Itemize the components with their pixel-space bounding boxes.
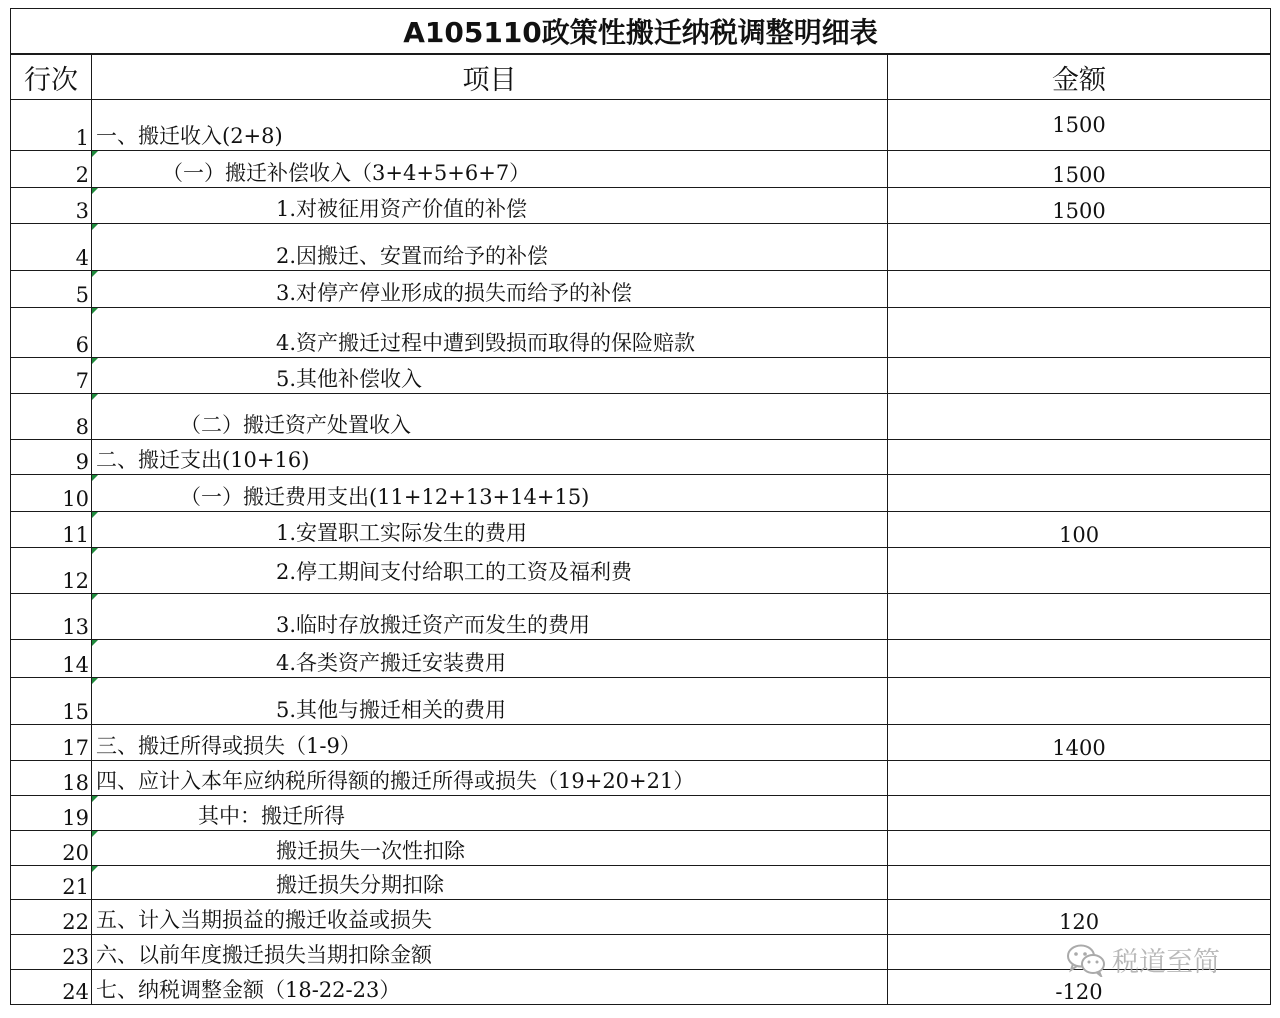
row-number[interactable]: 21 <box>11 866 92 900</box>
watermark <box>1066 940 1220 979</box>
row-item[interactable]: 2.停工期间支付给职工的工资及福利费 <box>92 548 888 594</box>
row-item[interactable]: 搬迁损失一次性扣除 <box>92 831 888 866</box>
row-number[interactable]: 18 <box>11 761 92 796</box>
table-row <box>11 271 1271 308</box>
row-number[interactable]: 13 <box>11 594 92 640</box>
row-number[interactable]: 14 <box>11 640 92 678</box>
table-row <box>11 308 1271 358</box>
row-amount[interactable] <box>888 308 1271 358</box>
table-row <box>11 475 1271 512</box>
row-item[interactable]: 搬迁损失分期扣除 <box>92 866 888 900</box>
table-row <box>11 440 1271 475</box>
row-item[interactable]: 4.资产搬迁过程中遭到毁损而取得的保险赔款 <box>92 308 888 358</box>
row-item[interactable]: 三、搬迁所得或损失（1-9） <box>92 725 888 761</box>
row-number[interactable]: 20 <box>11 831 92 866</box>
row-item[interactable]: 3.临时存放搬迁资产而发生的费用 <box>92 594 888 640</box>
watermark-text: 税道至简 <box>1112 947 1220 978</box>
table-row <box>11 761 1271 796</box>
table-row <box>11 725 1271 761</box>
row-number[interactable]: 23 <box>11 935 92 970</box>
table-row <box>11 796 1271 831</box>
row-amount[interactable] <box>888 358 1271 394</box>
table-row <box>11 151 1271 188</box>
row-item[interactable]: 其中：搬迁所得 <box>92 796 888 831</box>
row-item[interactable]: 3.对停产停业形成的损失而给予的补偿 <box>92 271 888 308</box>
row-amount[interactable]: 120 <box>888 900 1271 935</box>
table-row <box>11 548 1271 594</box>
table-row <box>11 678 1271 725</box>
row-number[interactable]: 9 <box>11 440 92 475</box>
row-amount[interactable] <box>888 271 1271 308</box>
row-number[interactable]: 4 <box>11 224 92 271</box>
row-number[interactable]: 11 <box>11 512 92 548</box>
row-number[interactable]: 19 <box>11 796 92 831</box>
row-amount[interactable] <box>888 224 1271 271</box>
row-amount[interactable]: 100 <box>888 512 1271 548</box>
table-row <box>11 900 1271 935</box>
header-amount[interactable]: 金额 <box>888 54 1271 100</box>
row-item[interactable]: （一）搬迁费用支出(11+12+13+14+15) <box>92 475 888 512</box>
tax-adjustment-table <box>10 8 1271 1005</box>
row-item[interactable]: 二、搬迁支出(10+16) <box>92 440 888 475</box>
row-item[interactable]: 一、搬迁收入(2+8) <box>92 100 888 151</box>
row-amount[interactable]: -120 <box>888 970 1271 1005</box>
row-number[interactable]: 7 <box>11 358 92 394</box>
header-row-no[interactable]: 行次 <box>11 54 92 100</box>
row-amount[interactable]: 1500 <box>888 151 1271 188</box>
header-row <box>11 54 1271 100</box>
row-item[interactable]: 1.对被征用资产价值的补偿 <box>92 188 888 224</box>
title-row <box>11 9 1271 55</box>
row-number[interactable]: 22 <box>11 900 92 935</box>
row-amount[interactable] <box>888 640 1271 678</box>
row-number[interactable]: 15 <box>11 678 92 725</box>
header-item[interactable]: 项目 <box>92 54 888 100</box>
row-item[interactable]: （一）搬迁补偿收入（3+4+5+6+7） <box>92 151 888 188</box>
spreadsheet <box>10 8 1270 1005</box>
row-amount[interactable] <box>888 761 1271 796</box>
table-row <box>11 394 1271 440</box>
row-amount[interactable] <box>888 440 1271 475</box>
row-amount[interactable] <box>888 678 1271 725</box>
table-row <box>11 866 1271 900</box>
row-amount[interactable]: 1500 <box>888 188 1271 224</box>
row-item[interactable]: 5.其他与搬迁相关的费用 <box>92 678 888 725</box>
row-item[interactable]: 5.其他补偿收入 <box>92 358 888 394</box>
table-row <box>11 594 1271 640</box>
table-row <box>11 224 1271 271</box>
row-amount[interactable] <box>888 866 1271 900</box>
table-row <box>11 831 1271 866</box>
row-number[interactable]: 3 <box>11 188 92 224</box>
row-amount[interactable] <box>888 475 1271 512</box>
sheet-title[interactable]: A105110政策性搬迁纳税调整明细表 <box>11 9 1271 55</box>
row-number[interactable]: 12 <box>11 548 92 594</box>
row-amount[interactable]: 1400 <box>888 725 1271 761</box>
row-number[interactable]: 2 <box>11 151 92 188</box>
wechat-icon <box>1066 943 1106 977</box>
row-number[interactable]: 8 <box>11 394 92 440</box>
row-item[interactable]: 4.各类资产搬迁安装费用 <box>92 640 888 678</box>
table-row <box>11 100 1271 151</box>
row-amount[interactable] <box>888 594 1271 640</box>
row-item[interactable]: 1.安置职工实际发生的费用 <box>92 512 888 548</box>
row-number[interactable]: 10 <box>11 475 92 512</box>
row-item[interactable]: 2.因搬迁、安置而给予的补偿 <box>92 224 888 271</box>
row-amount[interactable] <box>888 831 1271 866</box>
table-row <box>11 188 1271 224</box>
table-row <box>11 512 1271 548</box>
table-row <box>11 358 1271 394</box>
row-number[interactable]: 5 <box>11 271 92 308</box>
row-amount[interactable] <box>888 548 1271 594</box>
row-number[interactable]: 24 <box>11 970 92 1005</box>
row-item[interactable]: 五、计入当期损益的搬迁收益或损失 <box>92 900 888 935</box>
row-item[interactable]: （二）搬迁资产处置收入 <box>92 394 888 440</box>
row-number[interactable]: 6 <box>11 308 92 358</box>
row-number[interactable]: 17 <box>11 725 92 761</box>
row-item[interactable]: 七、纳税调整金额（18-22-23） <box>92 970 888 1005</box>
row-number[interactable]: 1 <box>11 100 92 151</box>
row-item[interactable]: 六、以前年度搬迁损失当期扣除金额 <box>92 935 888 970</box>
row-item[interactable]: 四、应计入本年应纳税所得额的搬迁所得或损失（19+20+21） <box>92 761 888 796</box>
table-row <box>11 640 1271 678</box>
row-amount[interactable] <box>888 796 1271 831</box>
row-amount[interactable] <box>888 394 1271 440</box>
row-amount[interactable]: 1500 <box>888 100 1271 151</box>
